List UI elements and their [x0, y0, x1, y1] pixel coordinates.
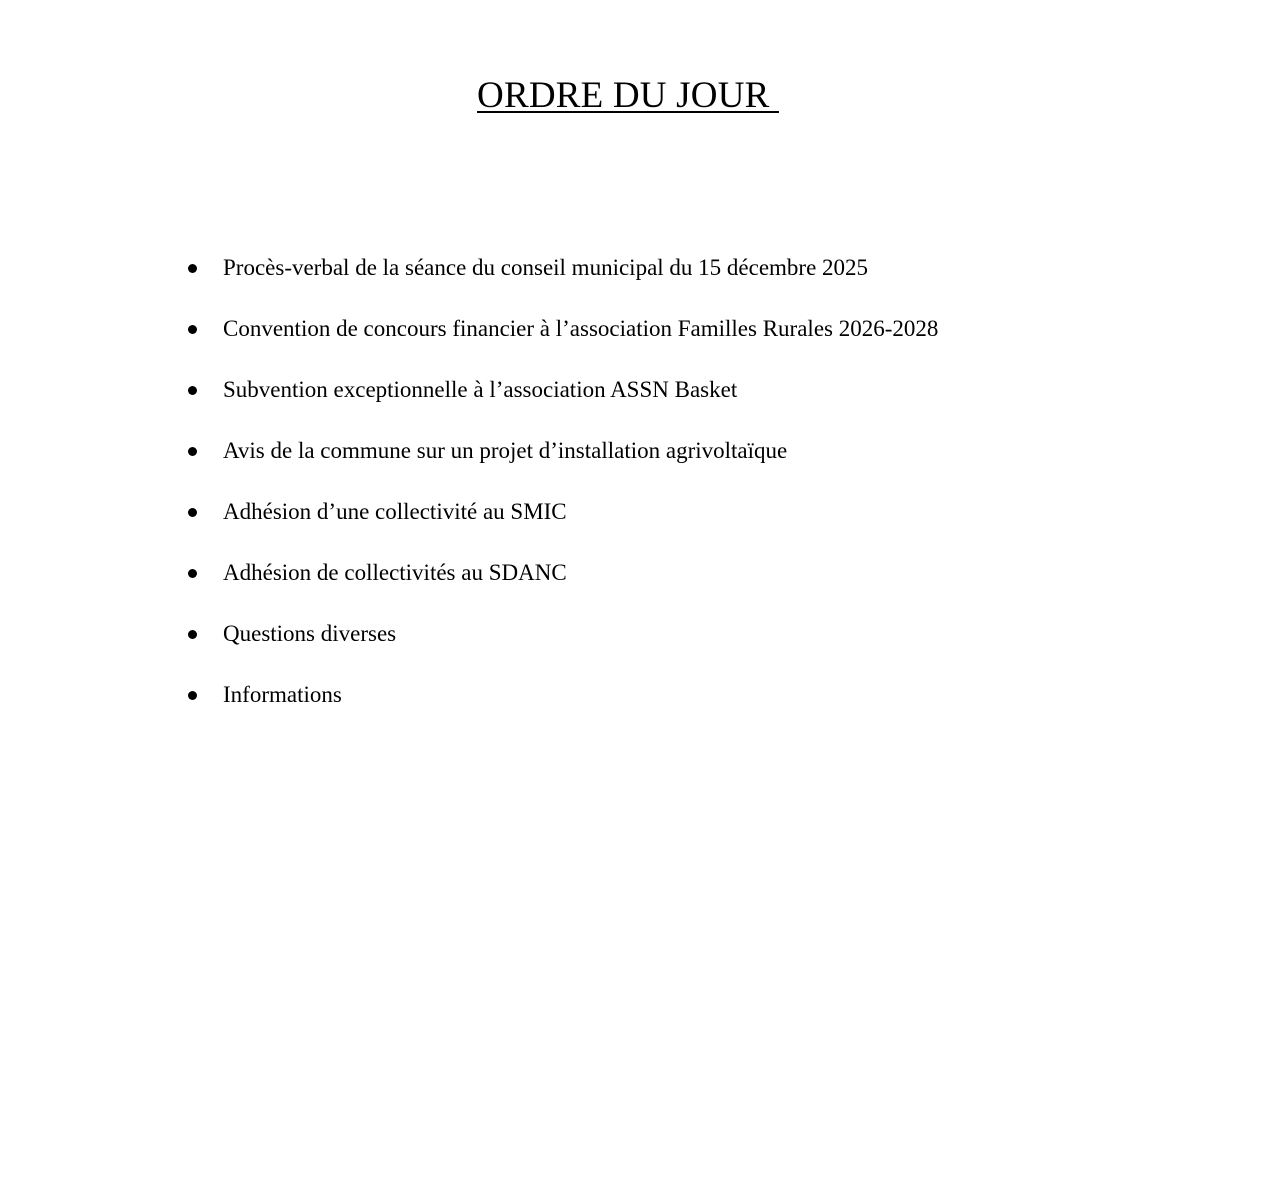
bullet-icon [188, 447, 197, 456]
agenda-item-text: Adhésion de collectivités au SDANC [223, 560, 567, 585]
page-title [0, 74, 1256, 118]
agenda-item-text: Questions diverses [223, 621, 397, 646]
bullet-icon [188, 264, 197, 273]
agenda-item-text: Subvention exceptionnelle à l’association ASSN Basket [223, 377, 738, 402]
agenda-item-text: Informations [223, 682, 342, 707]
bullet-icon [188, 569, 197, 578]
bullet-icon [188, 630, 197, 639]
bullet-icon [188, 325, 197, 334]
agenda-item-text: Adhésion d’une collectivité au SMIC [223, 499, 567, 524]
agenda-item-text: Convention de concours financier à l’association Familles Rurales 2026-2028 [223, 316, 939, 341]
agenda-item-text: Procès-verbal de la séance du conseil municipal du 15 décembre 2025 [223, 255, 869, 280]
bullet-icon [188, 508, 197, 517]
page-title-text: ORDRE DU JOUR [477, 75, 779, 116]
bullet-icon [188, 691, 197, 700]
agenda-item-text: Avis de la commune sur un projet d’installation agrivoltaïque [223, 438, 788, 463]
bullet-icon [188, 386, 197, 395]
